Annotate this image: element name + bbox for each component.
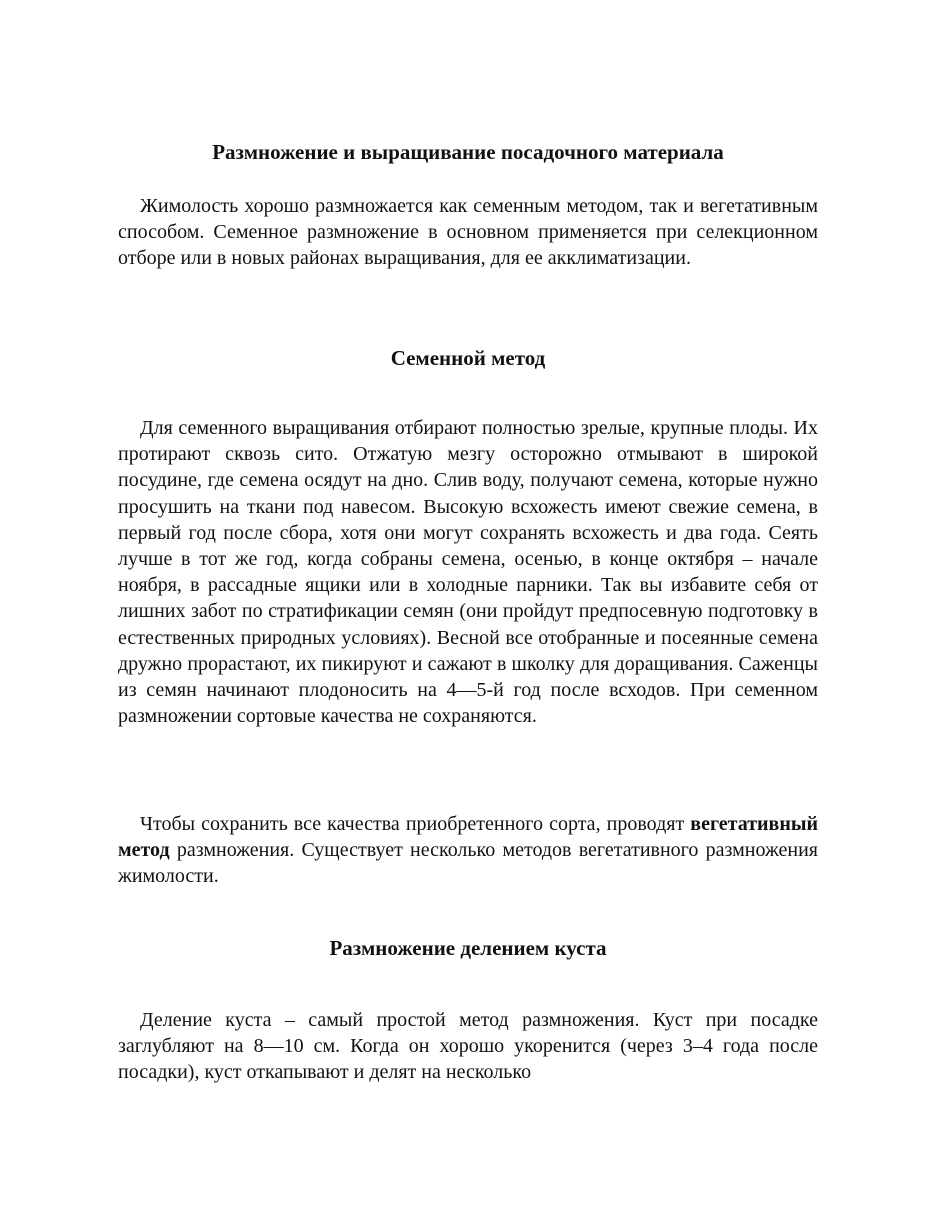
section-heading-seed-method: Семенной метод [390, 346, 546, 370]
paragraph-seed-method: Для семенного выращивания отбирают полностью зрелые, крупные плоды. Их протирают сквозь сито. Отжатую мезгу осторожно отмывают в широкой посудине, где семена осядут на дно. Слив воду, получают семена, которые нужно просушить на ткани под навесом. Высокую всхожесть имеют свежие семена, в первый год после сбора, хотя они могут сохранять всхожесть и два года. Сеять лучше в тот же год, когда собраны семена, осенью, в конце октября – начале ноября, в рассадные ящики или в холодные парники. Так вы избавите себя от лишних забот по стратификации семян (они пройдут предпосевную подготовку в естественных природных условиях). Весной все отобранные и посеянные семена дружно прорастают, их пикируют и сажают в школку для доращивания. Саженцы из семян начинают плодоносить на 4—5-й год после всходов. При семенном размножении сортовые качества не сохраняются. [118, 417, 818, 728]
section-heading-propagation: Размножение и выращивание посадочного материала [212, 140, 724, 164]
paragraph-vegetative-end: размножения. Существует несколько методов вегетативного размножения жимолости. [118, 839, 819, 888]
vegetative-method-term: вегетативный метод [118, 813, 818, 862]
paragraph-vegetative-method [118, 811, 818, 890]
paragraph-vegetative-start: Чтобы сохранить все качества приобретенного сорта, проводят [140, 813, 685, 835]
section-heading-bush-division: Размножение делением куста [329, 936, 607, 960]
paragraph-bush-division: Деление куста – самый простой метод размножения. Куст при посадке заглубляют на 8—10 см. Когда он хорошо укоренится (через 3–4 года после посадки), куст откапывают и делят на несколько [118, 1009, 818, 1084]
paragraph-intro: Жимолость хорошо размножается как семенным методом, так и вегетативным способом. Семенное размножение в основном применяется при селекционном отборе или в новых районах выращивания, для ее акклиматизации. [118, 195, 818, 270]
